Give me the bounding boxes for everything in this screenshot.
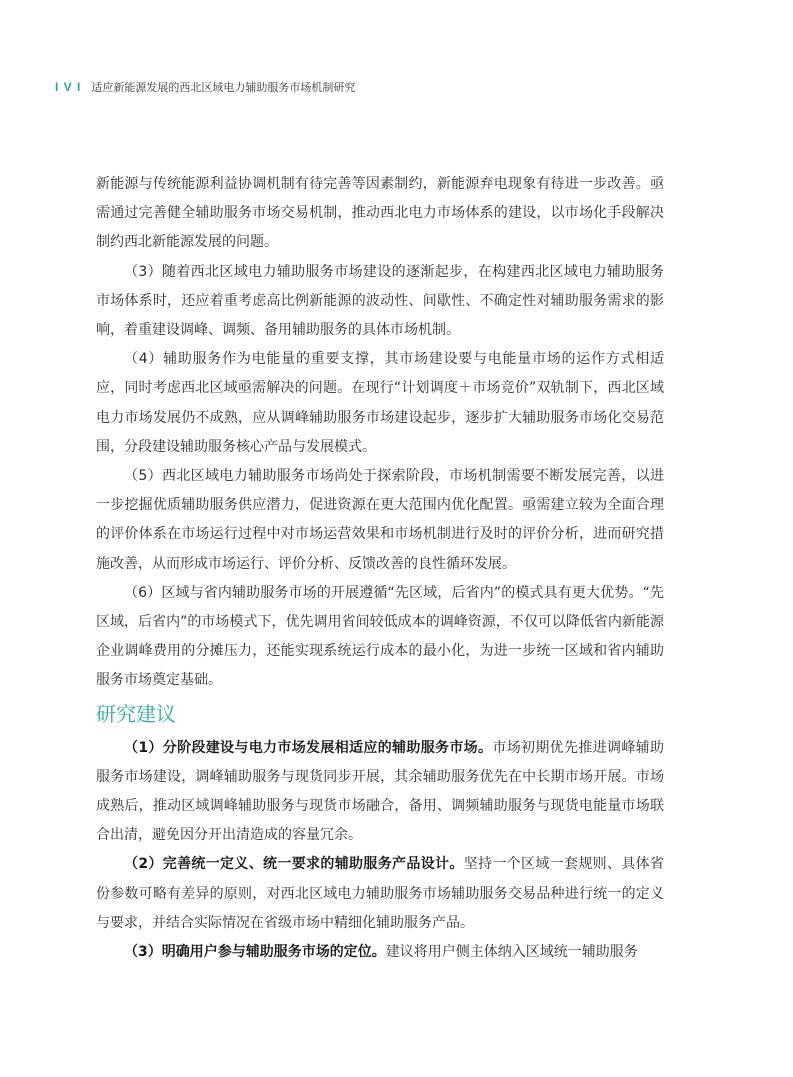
recommendation-3-body: 建议将用户侧主体纳入区域统一辅助服务: [385, 944, 638, 961]
recommendation-3-lead: （3）明确用户参与辅助服务市场的定位。: [124, 944, 386, 961]
paragraph-point-4: （4）辅助服务作为电能量的重要支撑，其市场建设要与电能量市场的运作方式相适应，同时考虑西北区域亟需解决的问题。在现行“计划调度＋市场竞价”双轨制下，西北区域电力市场发展仍不成熟，应从调峰辅助服务市场建设起步，逐步扩大辅助服务市场化交易范围，分段建设辅助服务核心产品与发展模式。: [96, 351, 664, 455]
recommendation-1-body: 市场初期优先推进调峰辅助服务市场建设，调峰辅助服务与现货同步开展，其余辅助服务优先在中长期市场开展。市场成熟后，推动区域调峰辅助服务与现货市场融合，备用、调频辅助服务与现货电能量市场联合出清，避免因分开出清造成的容量冗余。: [96, 739, 665, 844]
running-title: 适应新能源发展的西北区域电力辅助服务市场机制研究: [91, 81, 356, 94]
recommendation-2: [96, 850, 664, 938]
paragraph-point-5: （5）西北区域电力辅助服务市场尚处于探索阶段，市场机制需要不断发展完善，以进一步挖掘优质辅助服务供应潜力，促进资源在更大范围内优化配置。亟需建立较为全面合理的评价体系在市场运行过程中对市场运营效果和市场机制进行及时的评价分析，进而研究措施改善，从而形成市场运行、评价分析、反馈改善的良性循环发展。: [96, 468, 664, 572]
recommendation-3: [96, 938, 664, 967]
paragraph-continued: 新能源与传统能源利益协调机制有待完善等因素制约，新能源弃电现象有待进一步改善。亟需通过完善健全辅助服务市场交易机制，推动西北电力市场体系的建设，以市场化手段解决制约西北新能源发展的问题。: [96, 176, 664, 251]
recommendation-2-lead: （2）完善统一定义、统一要求的辅助服务产品设计。: [124, 856, 464, 873]
main-content: [96, 170, 664, 967]
page-number: I V I: [55, 80, 82, 94]
paragraph-point-6: （6）区域与省内辅助服务市场的开展遵循“先区域，后省内”的模式具有更大优势。“先区域，后省内”的市场模式下，优先调用省间较低成本的调峰资源，不仅可以降低省内新能源企业调峰费用的分摊压力，还能实现系统运行成本的最小化，为进一步统一区域和省内辅助服务市场奠定基础。: [96, 584, 664, 689]
paragraph-point-3: （3）随着西北区域电力辅助服务市场建设的逐渐起步，在构建西北区域电力辅助服务市场体系时，还应着重考虑高比例新能源的波动性、间歇性、不确定性对辅助服务需求的影响，着重建设调峰、调频、备用辅助服务的具体市场机制。: [96, 263, 664, 339]
recommendation-1: [96, 734, 664, 851]
running-header: [55, 79, 355, 95]
recommendation-2-body: 坚持一个区域一套规则、具体省份参数可略有差异的原则，对西北区域电力辅助服务市场辅助服务交易品种进行统一的定义与要求，并结合实际情况在省级市场中精细化辅助服务产品。: [96, 856, 664, 931]
section-title: 研究建议: [96, 701, 176, 726]
recommendation-1-lead: （1）分阶段建设与电力市场发展相适应的辅助服务市场。: [124, 739, 493, 756]
